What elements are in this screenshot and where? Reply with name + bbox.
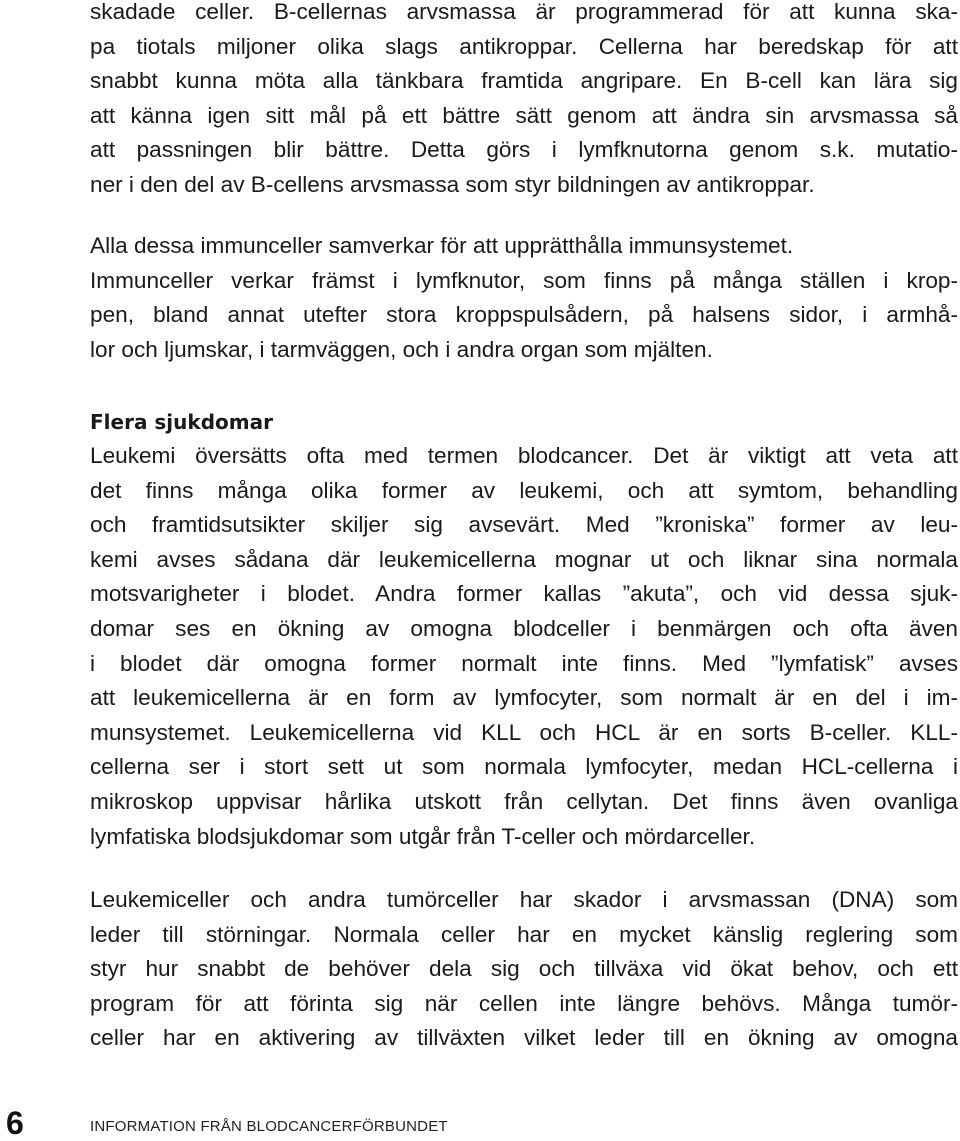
paragraph-immune-cells [90, 229, 958, 367]
text-line: ner i den del av B-cellens arvsmassa som styr bildningen av antikroppar. [90, 171, 815, 197]
paragraph-leukemia-forms [90, 439, 958, 854]
text-line: motsvarigheter i blodet. Andra former kallas ”akuta”, och vid dessa sjuk- [90, 581, 958, 607]
text-line: att känna igen sitt mål på ett bättre sätt genom att ändra sin arvsmassa så [90, 102, 958, 128]
text-line: i blodet där omogna former normalt inte finns. Med ”lymfatisk” avses [90, 650, 958, 676]
text-line: snabbt kunna möta alla tänkbara framtida angripare. En B-cell kan lära sig [90, 68, 958, 94]
paragraph-tumor-cells [90, 883, 958, 1056]
text-line: Immunceller verkar främst i lymfknutor, som finns på många ställen i krop- [90, 267, 958, 293]
text-line: att leukemicellerna är en form av lymfocyter, som normalt är en del i im- [90, 685, 958, 711]
text-line: lymfatiska blodsjukdomar som utgår från T-celler och mördarceller. [90, 823, 756, 849]
text-line: cellerna ser i stort sett ut som normala lymfocyter, medan HCL-cellerna i [90, 754, 958, 780]
page-number: 6 [6, 1105, 24, 1141]
text-line: kemi avses sådana där leukemicellerna mognar ut och liknar sina normala [90, 546, 958, 572]
text-line: Leukemi översätts ofta med termen blodcancer. Det är viktigt att veta att [90, 443, 958, 468]
text-line: det finns många olika former av leukemi, och att symtom, behandling [90, 477, 958, 503]
page-footer [0, 1106, 960, 1140]
paragraph-b-cells [90, 0, 958, 203]
text-line: Alla dessa immunceller samverkar för att upprätthålla immunsystemet. [90, 233, 794, 258]
text-line: mikroskop uppvisar hårlika utskott från cellytan. Det finns även ovanliga [90, 788, 958, 814]
text-line: skadade celler. B-cellernas arvsmassa är programmerad för att kunna ska- [90, 0, 958, 24]
text-line: program för att förinta sig när cellen inte längre behövs. Många tumör- [90, 990, 958, 1016]
text-line: Leukemiceller och andra tumörceller har skador i arvsmassan (DNA) som [90, 887, 958, 912]
section-heading: Flera sjukdomar [90, 410, 273, 434]
text-line: celler har en aktivering av tillväxten vilket leder till en ökning av omogna [90, 1025, 958, 1051]
text-line: pa tiotals miljoner olika slags antikroppar. Cellerna har beredskap för att [90, 33, 958, 59]
text-line: styr hur snabbt de behöver dela sig och tillväxa vid ökat behov, och ett [90, 956, 958, 982]
text-line: leder till störningar. Normala celler har en mycket känslig reglering som [90, 921, 958, 947]
text-line: pen, bland annat utefter stora kroppspulsådern, på halsens sidor, i armhå- [90, 302, 958, 328]
text-line: och framtidsutsikter skiljer sig avsevärt. Med ”kroniska” former av leu- [90, 512, 958, 538]
text-line: lor och ljumskar, i tarmväggen, och i andra organ som mjälten. [90, 336, 713, 362]
running-title: INFORMATION FRÅN BLODCANCERFÖRBUNDET [90, 1118, 448, 1135]
text-line: domar ses en ökning av omogna blodceller i benmärgen och ofta även [90, 615, 958, 641]
text-line: munsystemet. Leukemicellerna vid KLL och HCL är en sorts B-celler. KLL- [90, 719, 958, 745]
text-line: att passningen blir bättre. Detta görs i lymfknutorna genom s.k. mutatio- [90, 137, 958, 163]
